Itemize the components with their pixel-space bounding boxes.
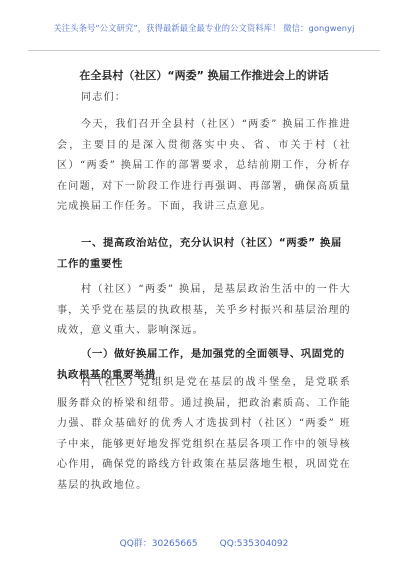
greeting: 同志们： (81, 92, 127, 103)
document-title: 在全县村（社区）“两委” 换届工作推进会上的讲话 (79, 69, 329, 82)
qq-number: QQ:535304092 (219, 539, 289, 549)
qq-group-number: QQ群：30265665 (119, 539, 198, 549)
paragraph-subsection-1: 村（社区）党组织是党在基层的战斗堡垒，是党联系服务群众的桥梁和纽带。通过换届，把政治素质高、工作能力强、群众基础好的优秀人才选拔到村（社区）“两委” 班子中来，能够更好地发挥党组织在基层各项工作中的领导核心作用，确保党的路线方针政策在基层落地生根，巩固党在基层的执政地位。 (57, 377, 351, 491)
header-divider (28, 50, 380, 51)
paragraph-section-1: 村（社区）“两委” 换届，是基层政治生活中的一件大事，关乎党在基层的执政根基，关乎乡村振兴和基层治理的成效，意义重大、影响深远。 (57, 284, 351, 337)
subsection-heading-1: （一）做好换届工作，是加强党的全面领导、巩固党的执政根基的重要举措 (57, 348, 345, 381)
section-heading-1: 一、提高政治站位，充分认识村（社区）“两委” 换届工作的重要性 (57, 237, 342, 270)
promo-header-note: 关注头条号“公文研究”，获得最新最全最专业的公文资料库！ 微信：gongwenyj (53, 23, 355, 33)
contact-footer (0, 536, 408, 549)
paragraph-intro: 今天，我们召开全县村（社区）“两委” 换届工作推进会，主要目的是深入贯彻落实中央、省、市关于村（社区）“两委” 换届工作的部署要求，总结前期工作，分析存在问题，对下一阶段工作进行再强调、再部署，确保高质量完成换届工作任务。下面，我讲三点意见。 (57, 119, 351, 213)
